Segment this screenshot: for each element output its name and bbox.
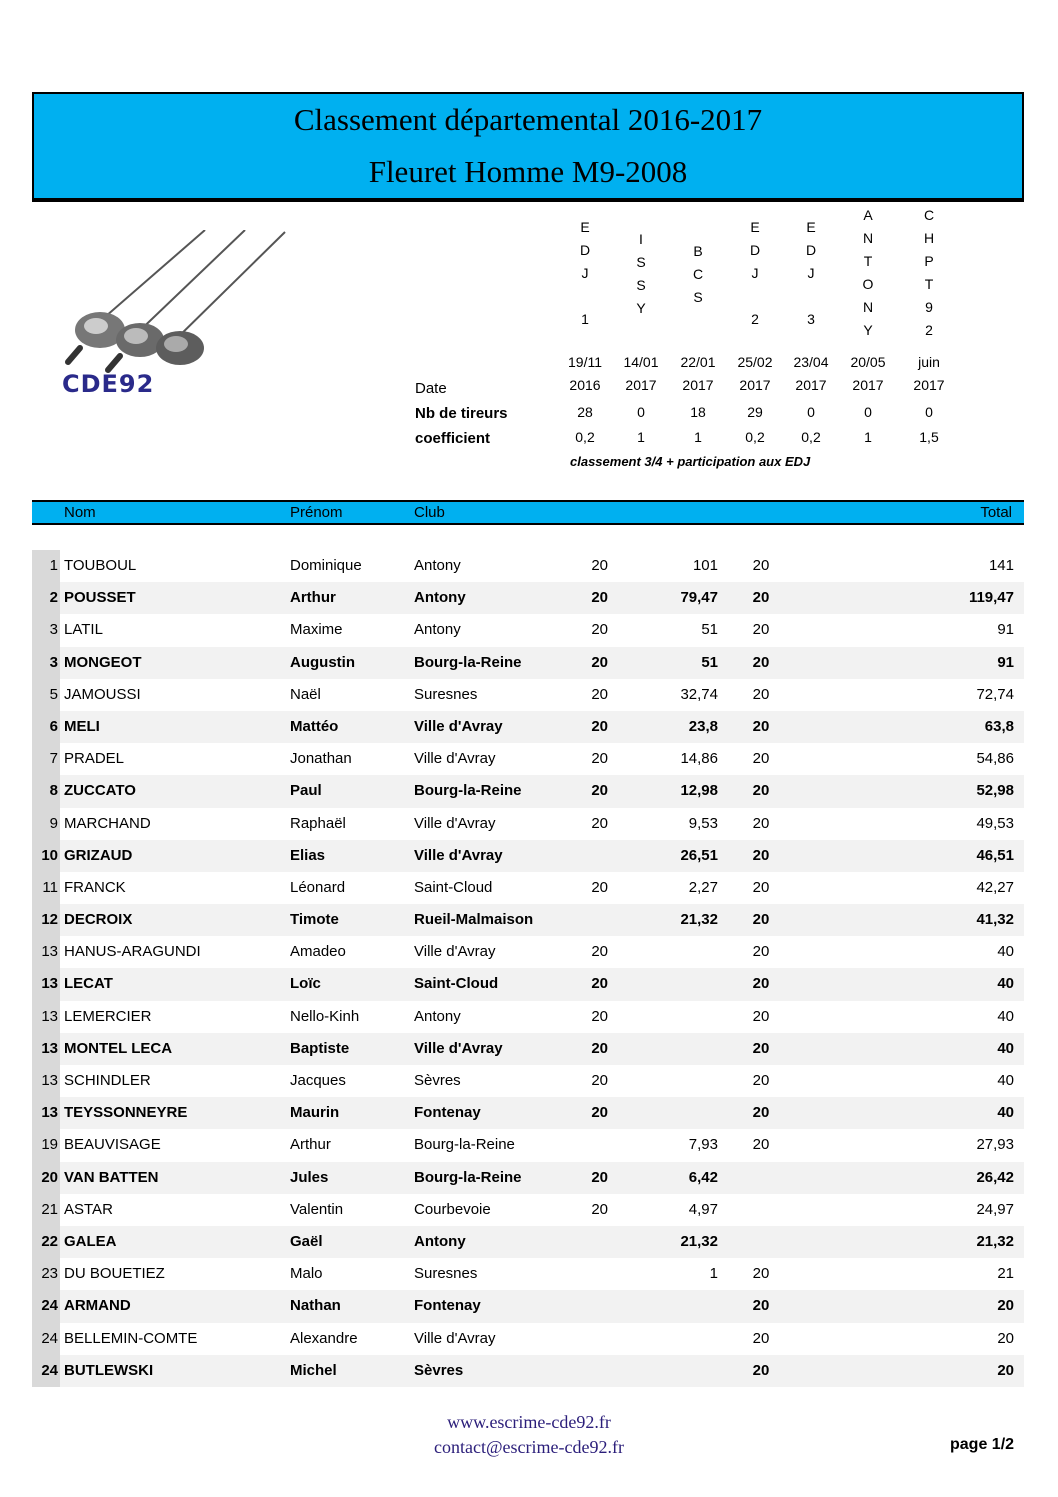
event-name-letter: 2 xyxy=(751,311,759,327)
event-name-letter: D xyxy=(805,242,817,258)
event-date: 14/01 xyxy=(623,354,659,370)
table-row xyxy=(32,840,1024,872)
event-nb-tireurs: 0 xyxy=(807,404,815,420)
event-column xyxy=(840,0,896,460)
club-cell: Antony xyxy=(414,1232,466,1250)
edj1-points-cell: 20 xyxy=(591,878,608,896)
nom-cell: BEAUVISAGE xyxy=(64,1136,161,1154)
table-row xyxy=(32,1065,1024,1097)
rank-cell: 13 xyxy=(32,1065,60,1097)
event-column xyxy=(613,0,669,460)
event-name-letter xyxy=(783,285,839,308)
table-row xyxy=(32,1097,1024,1129)
prenom-cell: Mattéo xyxy=(290,717,339,735)
edj1-points-cell: 20 xyxy=(591,782,608,800)
table-row xyxy=(32,647,1024,679)
event-name-letter: O xyxy=(862,276,874,292)
edj1-points-cell: 20 xyxy=(591,1039,608,1057)
note: classement 3/4 + participation aux EDJ xyxy=(570,454,811,469)
rank-cell: 11 xyxy=(32,872,60,904)
event-year: 2017 xyxy=(625,377,657,393)
table-row xyxy=(32,1290,1024,1322)
bcs-points-cell: 21,32 xyxy=(680,1232,718,1250)
rank-cell: 20 xyxy=(32,1162,60,1194)
event-name-letter: T xyxy=(924,276,934,292)
table-row xyxy=(32,582,1024,614)
rank-cell: 19 xyxy=(32,1129,60,1161)
edj2-points-cell: 20 xyxy=(752,814,770,832)
nom-cell: PRADEL xyxy=(64,750,125,768)
total-cell: 46,51 xyxy=(976,846,1014,864)
nom-cell: TOUBOUL xyxy=(64,557,137,574)
bcs-points-cell: 101 xyxy=(692,557,718,574)
event-year: 2017 xyxy=(739,377,771,393)
club-cell: Fontenay xyxy=(414,1297,481,1315)
total-cell: 72,74 xyxy=(976,685,1014,703)
club-cell: Suresnes xyxy=(414,685,478,703)
nb-tireurs-label: Nb de tireurs xyxy=(415,405,508,422)
event-nb-tireurs: 0 xyxy=(925,404,933,420)
club-cell: Sèvres xyxy=(414,1361,464,1379)
total-cell: 91 xyxy=(997,653,1014,671)
table-row xyxy=(32,1129,1024,1161)
total-cell: 41,32 xyxy=(976,911,1014,929)
nom-cell: TEYSSONNEYRE xyxy=(64,1104,188,1122)
edj2-points-cell: 20 xyxy=(752,653,770,671)
prenom-cell: Arthur xyxy=(290,589,336,607)
total-cell: 40 xyxy=(997,1104,1014,1122)
club-cell: Saint-Cloud xyxy=(414,878,493,896)
event-name-letter xyxy=(727,285,783,308)
event-name-letter: N xyxy=(862,230,874,246)
club-cell: Fontenay xyxy=(414,1104,481,1122)
event-column xyxy=(727,0,783,460)
edj2-points-cell: 20 xyxy=(752,685,770,703)
total-cell: 42,27 xyxy=(976,878,1014,896)
club-cell: Ville d'Avray xyxy=(414,846,503,864)
total-cell: 26,42 xyxy=(976,1168,1014,1186)
edj2-points-cell: 20 xyxy=(752,1361,770,1379)
rank-cell: 10 xyxy=(32,840,60,872)
edj1-points-cell: 20 xyxy=(591,653,608,671)
prenom-cell: Raphaël xyxy=(290,814,346,832)
rank-cell: 3 xyxy=(32,614,60,646)
edj2-points-cell: 20 xyxy=(752,1265,770,1283)
edj1-points-cell: 20 xyxy=(591,1007,608,1025)
prenom-cell: Valentin xyxy=(290,1200,344,1218)
prenom-cell: Nathan xyxy=(290,1297,341,1315)
table-header xyxy=(32,500,1024,525)
edj2-points-cell: 20 xyxy=(752,750,770,768)
table-row xyxy=(32,1162,1024,1194)
edj2-points-cell: 20 xyxy=(752,911,770,929)
nom-cell: FRANCK xyxy=(64,878,126,896)
event-name-letter: C xyxy=(923,207,935,223)
prenom-cell: Jonathan xyxy=(290,750,352,768)
edj1-points-cell: 20 xyxy=(591,1168,608,1186)
edj2-points-cell: 20 xyxy=(752,557,770,574)
page-subtitle: Fleuret Homme M9-2008 xyxy=(368,154,688,189)
event-column xyxy=(670,0,726,460)
edj2-points-cell: 20 xyxy=(752,878,770,896)
total-cell: 40 xyxy=(997,1039,1014,1057)
nom-cell: DECROIX xyxy=(64,911,133,929)
total-cell: 27,93 xyxy=(976,1136,1014,1154)
nom-cell: MONGEOT xyxy=(64,653,142,671)
rank-cell: 24 xyxy=(32,1290,60,1322)
bcs-points-cell: 6,42 xyxy=(688,1168,718,1186)
rank-cell: 12 xyxy=(32,904,60,936)
edj1-points-cell: 20 xyxy=(591,1200,608,1218)
event-date: 20/05 xyxy=(850,354,886,370)
nom-cell: VAN BATTEN xyxy=(64,1168,159,1186)
event-nb-tireurs: 0 xyxy=(864,404,872,420)
event-name-letter: S xyxy=(636,277,646,293)
prenom-cell: Paul xyxy=(290,782,322,800)
edj2-points-cell: 20 xyxy=(752,943,770,961)
edj2-points-cell: 20 xyxy=(752,975,770,993)
edj2-points-cell: 20 xyxy=(752,1104,770,1122)
prenom-cell: Elias xyxy=(290,846,326,864)
edj1-points-cell: 20 xyxy=(591,685,608,703)
prenom-cell: Malo xyxy=(290,1265,323,1283)
prenom-cell: Gaël xyxy=(290,1232,323,1250)
event-nb-tireurs: 0 xyxy=(637,404,645,420)
header-nom: Nom xyxy=(64,504,96,521)
rank-cell: 1 xyxy=(32,550,60,582)
total-cell: 40 xyxy=(997,1007,1014,1025)
club-cell: Sèvres xyxy=(414,1072,461,1089)
bcs-points-cell: 12,98 xyxy=(680,782,718,800)
total-cell: 40 xyxy=(997,943,1014,961)
event-name-letter: 3 xyxy=(807,311,815,327)
event-name-letter: A xyxy=(863,207,873,223)
event-year: 2017 xyxy=(795,377,827,393)
nom-cell: MARCHAND xyxy=(64,814,151,832)
bcs-points-cell: 2,27 xyxy=(688,878,718,896)
footer-email[interactable]: contact@escrime-cde92.fr xyxy=(434,1437,624,1457)
rank-cell: 5 xyxy=(32,679,60,711)
event-coefficient: 0,2 xyxy=(745,429,765,445)
event-name-letter: E xyxy=(750,219,760,235)
rank-cell: 23 xyxy=(32,1258,60,1290)
event-name-letter: E xyxy=(806,219,816,235)
rank-cell: 13 xyxy=(32,1033,60,1065)
rank-cell: 13 xyxy=(32,1001,60,1033)
club-cell: Saint-Cloud xyxy=(414,975,499,993)
prenom-cell: Léonard xyxy=(290,878,346,896)
event-name-letter: D xyxy=(749,242,761,258)
club-cell: Bourg-la-Reine xyxy=(414,653,522,671)
total-cell: 20 xyxy=(997,1297,1014,1315)
event-nb-tireurs: 29 xyxy=(747,404,763,420)
edj2-points-cell: 20 xyxy=(752,589,770,607)
rank-cell: 24 xyxy=(32,1355,60,1387)
edj1-points-cell: 20 xyxy=(591,1072,608,1089)
nom-cell: HANUS-ARAGUNDI xyxy=(64,943,201,961)
edj2-points-cell: 20 xyxy=(752,1297,770,1315)
club-cell: Ville d'Avray xyxy=(414,1039,503,1057)
event-name-letter: Y xyxy=(863,322,873,338)
total-cell: 21,32 xyxy=(976,1232,1014,1250)
header-total: Total xyxy=(980,504,1012,521)
prenom-cell: Jules xyxy=(290,1168,329,1186)
bcs-points-cell: 23,8 xyxy=(688,717,718,735)
edj1-points-cell: 20 xyxy=(591,717,608,735)
header-prenom: Prénom xyxy=(290,504,343,521)
nom-cell: GRIZAUD xyxy=(64,846,133,864)
event-column xyxy=(783,0,839,460)
rank-cell: 13 xyxy=(32,968,60,1000)
nom-cell: MONTEL LECA xyxy=(64,1039,173,1057)
table-row xyxy=(32,743,1024,775)
bcs-points-cell: 21,32 xyxy=(680,911,718,929)
club-cell: Bourg-la-Reine xyxy=(414,1136,515,1154)
event-coefficient: 1 xyxy=(694,429,702,445)
edj1-points-cell: 20 xyxy=(591,621,608,639)
total-cell: 49,53 xyxy=(976,814,1014,832)
rank-cell: 6 xyxy=(32,711,60,743)
event-name-letter: S xyxy=(693,289,703,305)
prenom-cell: Arthur xyxy=(290,1136,331,1154)
nom-cell: LEMERCIER xyxy=(64,1007,152,1025)
event-column xyxy=(557,0,613,460)
table-row xyxy=(32,968,1024,1000)
club-cell: Bourg-la-Reine xyxy=(414,1168,522,1186)
club-cell: Antony xyxy=(414,1007,461,1025)
total-cell: 21 xyxy=(997,1265,1014,1283)
bcs-points-cell: 26,51 xyxy=(680,846,718,864)
event-name-letter: 1 xyxy=(581,311,589,327)
ranking-table xyxy=(32,550,1024,1387)
edj2-points-cell: 20 xyxy=(752,1007,770,1025)
club-cell: Ville d'Avray xyxy=(414,943,496,961)
edj1-points-cell: 20 xyxy=(591,943,608,961)
bcs-points-cell: 14,86 xyxy=(680,750,718,768)
prenom-cell: Jacques xyxy=(290,1072,346,1089)
club-cell: Ville d'Avray xyxy=(414,814,496,832)
event-name-letter: Y xyxy=(636,300,646,316)
table-row xyxy=(32,1323,1024,1355)
total-cell: 20 xyxy=(997,1361,1014,1379)
table-row xyxy=(32,711,1024,743)
total-cell: 20 xyxy=(997,1329,1014,1347)
event-name-letter: E xyxy=(580,219,590,235)
club-cell: Ville d'Avray xyxy=(414,1329,496,1347)
prenom-cell: Baptiste xyxy=(290,1039,350,1057)
table-row xyxy=(32,1194,1024,1226)
edj1-points-cell: 20 xyxy=(591,1104,608,1122)
event-year: 2017 xyxy=(682,377,714,393)
nom-cell: DU BOUETIEZ xyxy=(64,1265,165,1283)
bcs-points-cell: 51 xyxy=(701,653,718,671)
table-row xyxy=(32,679,1024,711)
rank-cell: 24 xyxy=(32,1323,60,1355)
total-cell: 40 xyxy=(997,975,1014,993)
event-date: 22/01 xyxy=(680,354,716,370)
prenom-cell: Alexandre xyxy=(290,1329,358,1347)
edj2-points-cell: 20 xyxy=(752,1136,770,1154)
prenom-cell: Nello-Kinh xyxy=(290,1007,360,1025)
event-coefficient: 1 xyxy=(864,429,872,445)
total-cell: 119,47 xyxy=(968,589,1014,607)
event-coefficient: 1,5 xyxy=(919,429,939,445)
nom-cell: SCHINDLER xyxy=(64,1072,151,1089)
bcs-points-cell: 4,97 xyxy=(688,1200,718,1218)
prenom-cell: Amadeo xyxy=(290,943,346,961)
edj2-points-cell: 20 xyxy=(752,1329,770,1347)
rank-cell: 7 xyxy=(32,743,60,775)
rank-cell: 13 xyxy=(32,1097,60,1129)
club-cell: Antony xyxy=(414,557,461,574)
event-name-letter: C xyxy=(692,266,704,282)
table-row xyxy=(32,1355,1024,1387)
edj2-points-cell: 20 xyxy=(752,621,770,639)
event-year: 2017 xyxy=(852,377,884,393)
nom-cell: BUTLEWSKI xyxy=(64,1361,154,1379)
nom-cell: ARMAND xyxy=(64,1297,131,1315)
table-row xyxy=(32,1226,1024,1258)
event-date: 23/04 xyxy=(793,354,829,370)
footer-website[interactable]: www.escrime-cde92.fr xyxy=(447,1412,611,1432)
club-cell: Ville d'Avray xyxy=(414,717,503,735)
nom-cell: BELLEMIN-COMTE xyxy=(64,1329,198,1347)
rank-cell: 2 xyxy=(32,582,60,614)
event-year: 2016 xyxy=(569,377,601,393)
edj2-points-cell: 20 xyxy=(752,846,770,864)
event-year: 2017 xyxy=(913,377,945,393)
event-name-letter: J xyxy=(807,265,815,281)
coefficient-label: coefficient xyxy=(415,430,491,447)
total-cell: 63,8 xyxy=(984,717,1014,735)
edj1-points-cell: 20 xyxy=(591,814,608,832)
prenom-cell: Dominique xyxy=(290,557,362,574)
page-number: page 1/2 xyxy=(950,1436,1015,1453)
club-cell: Ville d'Avray xyxy=(414,750,496,768)
prenom-cell: Loïc xyxy=(290,975,321,993)
prenom-cell: Maurin xyxy=(290,1104,340,1122)
rank-cell: 3 xyxy=(32,647,60,679)
event-date: 19/11 xyxy=(568,354,602,370)
nom-cell: JAMOUSSI xyxy=(64,685,141,703)
table-row xyxy=(32,1258,1024,1290)
club-cell: Courbevoie xyxy=(414,1200,491,1218)
nom-cell: MELI xyxy=(64,717,100,735)
table-row xyxy=(32,775,1024,807)
prenom-cell: Naël xyxy=(290,685,321,703)
event-name-letter: 9 xyxy=(925,299,933,315)
rank-cell: 9 xyxy=(32,808,60,840)
prenom-cell: Maxime xyxy=(290,621,343,639)
rank-cell: 21 xyxy=(32,1194,60,1226)
nom-cell: POUSSET xyxy=(64,589,136,607)
event-date: 25/02 xyxy=(737,354,773,370)
event-name-letter: J xyxy=(581,265,589,281)
event-name-letter: J xyxy=(751,265,759,281)
event-nb-tireurs: 18 xyxy=(690,404,706,420)
edj1-points-cell: 20 xyxy=(591,750,608,768)
table-row xyxy=(32,1001,1024,1033)
edj2-points-cell: 20 xyxy=(752,1072,770,1089)
event-name-letter: B xyxy=(693,243,703,259)
nom-cell: LECAT xyxy=(64,975,113,993)
bcs-points-cell: 32,74 xyxy=(680,685,718,703)
table-row xyxy=(32,614,1024,646)
nom-cell: ASTAR xyxy=(64,1200,113,1218)
total-cell: 141 xyxy=(988,557,1014,574)
nom-cell: ZUCCATO xyxy=(64,782,136,800)
total-cell: 91 xyxy=(997,621,1014,639)
total-cell: 24,97 xyxy=(976,1200,1014,1218)
bcs-points-cell: 9,53 xyxy=(688,814,718,832)
event-name-letter: S xyxy=(636,254,646,270)
table-row xyxy=(32,808,1024,840)
edj2-points-cell: 20 xyxy=(752,717,770,735)
logo-text: CDE92 xyxy=(62,370,155,398)
edj1-points-cell: 20 xyxy=(591,589,608,607)
event-nb-tireurs: 28 xyxy=(577,404,593,420)
nom-cell: GALEA xyxy=(64,1232,117,1250)
table-row xyxy=(32,1033,1024,1065)
event-name-letter: T xyxy=(863,253,873,269)
edj1-points-cell: 20 xyxy=(591,557,608,574)
nom-cell: LATIL xyxy=(64,621,103,639)
club-cell: Antony xyxy=(414,589,466,607)
rank-cell: 8 xyxy=(32,775,60,807)
event-name-letter: H xyxy=(923,230,935,246)
table-row xyxy=(32,936,1024,968)
event-name-letter: D xyxy=(579,242,591,258)
total-cell: 52,98 xyxy=(976,782,1014,800)
event-coefficient: 0,2 xyxy=(801,429,821,445)
prenom-cell: Timote xyxy=(290,911,339,929)
table-row xyxy=(32,872,1024,904)
rank-cell: 22 xyxy=(32,1226,60,1258)
bcs-points-cell: 79,47 xyxy=(680,589,718,607)
page-title: Classement départemental 2016-2017 xyxy=(293,102,763,137)
event-name-letter: I xyxy=(639,231,643,247)
club-cell: Bourg-la-Reine xyxy=(414,782,522,800)
event-name-letter: N xyxy=(862,299,874,315)
prenom-cell: Michel xyxy=(290,1361,337,1379)
event-name-letter: P xyxy=(924,253,934,269)
club-cell: Antony xyxy=(414,621,461,639)
bcs-points-cell: 51 xyxy=(701,621,718,639)
total-cell: 40 xyxy=(997,1072,1014,1089)
club-cell: Rueil-Malmaison xyxy=(414,911,534,929)
bcs-points-cell: 1 xyxy=(709,1265,718,1283)
table-row xyxy=(32,550,1024,582)
header-club: Club xyxy=(414,504,445,521)
bcs-points-cell: 7,93 xyxy=(688,1136,718,1154)
table-row xyxy=(32,904,1024,936)
event-column xyxy=(901,0,957,460)
rank-cell: 13 xyxy=(32,936,60,968)
event-coefficient: 1 xyxy=(637,429,645,445)
event-coefficient: 0,2 xyxy=(575,429,595,445)
club-cell: Suresnes xyxy=(414,1265,478,1283)
edj2-points-cell: 20 xyxy=(752,782,770,800)
edj1-points-cell: 20 xyxy=(591,975,608,993)
event-date: juin xyxy=(918,354,940,370)
edj2-points-cell: 20 xyxy=(752,1039,770,1057)
event-name-letter: 2 xyxy=(925,322,933,338)
prenom-cell: Augustin xyxy=(290,653,355,671)
date-label: Date xyxy=(415,380,447,397)
total-cell: 54,86 xyxy=(976,750,1014,768)
event-name-letter xyxy=(557,285,613,308)
